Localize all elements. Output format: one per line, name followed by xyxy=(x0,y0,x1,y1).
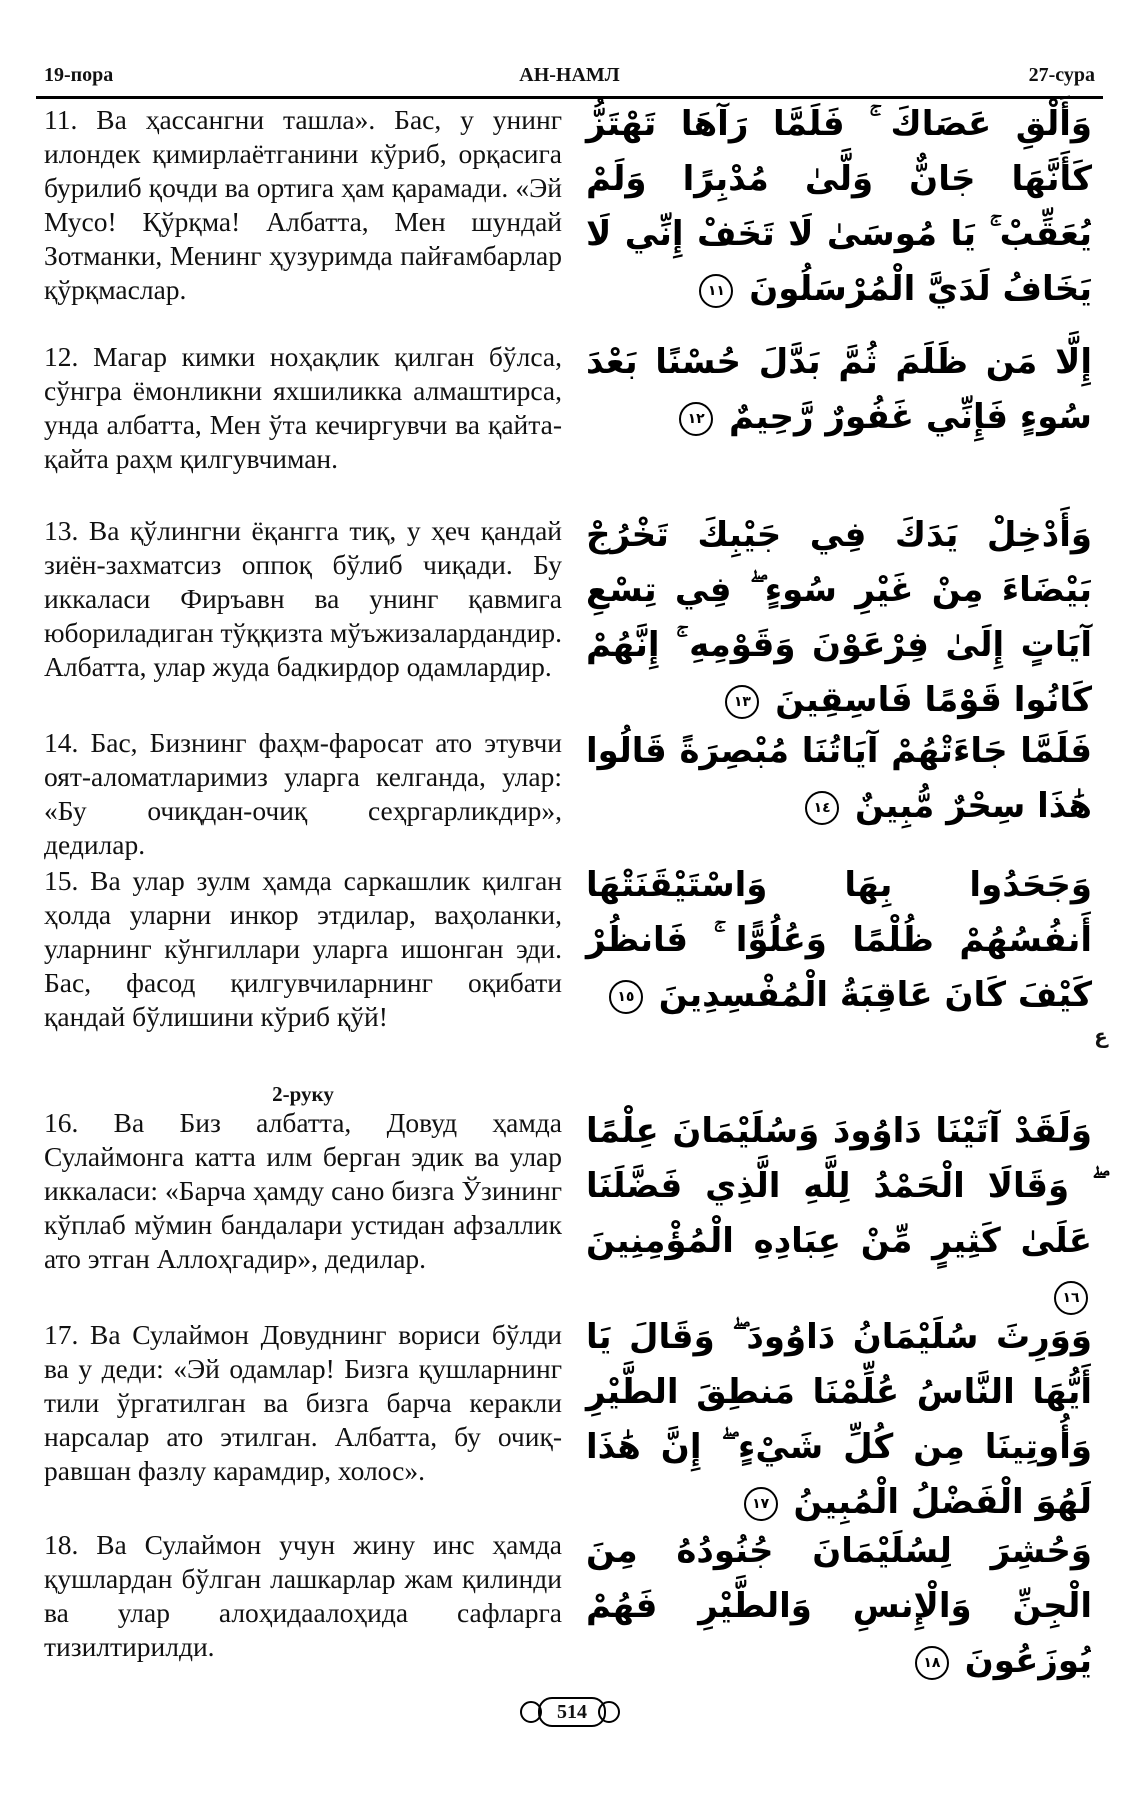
arabic-text: فَلَمَّا جَاءَتْهُمْ آيَاتُنَا مُبْصِرَةً قَالُوا هَٰذَا سِحْرٌ مُّبِينٌ xyxy=(586,731,1092,826)
arabic-verse-16 xyxy=(586,1104,1092,1324)
translation-verse-13 xyxy=(44,514,562,684)
ruku-heading: 2-руку xyxy=(272,1082,334,1106)
page-header xyxy=(36,58,1103,98)
translation-text: 12. Магар кимки ноҳақлик қилган бўлса, сўнгра ёмонликни яхшиликка алмаштирса, унда албатта, Мен ўта кечиргувчи ва қайта-қайта раҳм қилгувчиман. xyxy=(44,341,562,474)
juz-label: 19-пора xyxy=(44,64,114,86)
arabic-text: وَجَحَدُوا بِهَا وَاسْتَيْقَنَتْهَا أَنفُسُهُمْ ظُلْمًا وَعُلُوًّا ۚ فَانظُرْ كَيْفَ كَانَ عَاقِبَةُ الْمُفْسِدِينَ xyxy=(586,865,1092,1015)
translation-text: 14. Бас, Бизнинг фаҳм-фаросат ато этувчи оят-аломатларимиз уларга келганда, улар: «Бу очиқдан-очиқ сеҳргарликдир», дедилар. xyxy=(44,727,562,860)
translation-text: 17. Ва Сулаймон Довуднинг вориси бўлди ва у деди: «Эй одамлар! Бизга қушларнинг тили ўргатилган ва бизга барча керакли нарсалар ато этилган. Албатта, бу очиқ-равшан фазлу карамдир, холос». xyxy=(44,1319,562,1486)
arabic-verse-18 xyxy=(586,1524,1092,1689)
ayah-number-marker: ١٧ xyxy=(744,1487,778,1521)
ruku-marker: ع xyxy=(1094,1024,1108,1048)
ayah-number-marker: ١٥ xyxy=(609,980,643,1014)
arabic-text: وَحُشِرَ لِسُلَيْمَانَ جُنُودُهُ مِنَ الْجِنِّ وَالْإِنسِ وَالطَّيْرِ فَهُمْ يُوزَعُونَ xyxy=(586,1531,1092,1681)
translation-verse-15 xyxy=(44,864,562,1034)
surah-number-label: 27-сура xyxy=(1028,64,1095,86)
arabic-verse-13 xyxy=(586,508,1092,728)
arabic-text: إِلَّا مَن ظَلَمَ ثُمَّ بَدَّلَ حُسْنًا بَعْدَ سُوءٍ فَإِنِّي غَفُورٌ رَّحِيمٌ xyxy=(586,342,1092,437)
arabic-verse-12 xyxy=(586,335,1092,445)
translation-text: 18. Ва Сулаймон учун жину инс ҳамда қушлардан бўлган лашкарлар жам қилинди ва улар алоҳидаалоҳида сафларга тизилтирилди. xyxy=(44,1529,562,1662)
arabic-verse-17 xyxy=(586,1310,1092,1530)
ayah-number-marker: ١٤ xyxy=(805,791,839,825)
arabic-text: وَأَلْقِ عَصَاكَ ۚ فَلَمَّا رَآهَا تَهْتَزُّ كَأَنَّهَا جَانٌّ وَلَّىٰ مُدْبِرًا وَلَمْ يُعَقِّبْ ۚ يَا مُوسَىٰ لَا تَخَفْ إِنِّي لَا يَخَافُ لَدَيَّ الْمُرْسَلُونَ xyxy=(586,104,1092,309)
surah-title: АН-НАМЛ xyxy=(519,64,620,86)
translation-verse-18 xyxy=(44,1528,562,1664)
ayah-number-marker: ١٨ xyxy=(915,1646,949,1680)
ayah-number-marker: ١٦ xyxy=(1054,1281,1088,1315)
arabic-verse-14 xyxy=(586,724,1092,834)
ayah-number-marker: ١١ xyxy=(699,274,733,308)
arabic-text: وَأَدْخِلْ يَدَكَ فِي جَيْبِكَ تَخْرُجْ بَيْضَاءَ مِنْ غَيْرِ سُوءٍ ۖ فِي تِسْعِ آيَاتٍ إِلَىٰ فِرْعَوْنَ وَقَوْمِهِ ۚ إِنَّهُمْ كَانُوا قَوْمًا فَاسِقِينَ xyxy=(586,515,1092,720)
arabic-text: وَلَقَدْ آتَيْنَا دَاوُودَ وَسُلَيْمَانَ عِلْمًا ۖ وَقَالَا الْحَمْدُ لِلَّهِ الَّذِي فَضَّلَنَا عَلَىٰ كَثِيرٍ مِّنْ عِبَادِهِ الْمُؤْمِنِينَ xyxy=(586,1111,1092,1261)
ayah-number-marker: ١٢ xyxy=(679,402,713,436)
ornament-curl-icon xyxy=(598,1701,620,1723)
arabic-verse-11 xyxy=(586,97,1092,317)
page-number-ornament xyxy=(520,1695,620,1727)
translation-verse-12 xyxy=(44,340,562,476)
translation-verse-16 xyxy=(44,1106,562,1276)
translation-verse-11 xyxy=(44,103,562,307)
arabic-verse-15 xyxy=(586,858,1092,1023)
translation-verse-17 xyxy=(44,1318,562,1488)
translation-text: 13. Ва қўлингни ёқангга тиқ, у ҳеч қандай зиён-захматсиз оппоқ бўлиб чиқади. Бу иккаласи Фиръавн ва унинг қавмига юбориладиган тўққизта мўъжизалардандир. Албатта, улар жуда бадкирдор одамлардир. xyxy=(44,515,562,682)
arabic-text: وَوَرِثَ سُلَيْمَانُ دَاوُودَ ۖ وَقَالَ يَا أَيُّهَا النَّاسُ عُلِّمْنَا مَنطِقَ الطَّيْرِ وَأُوتِينَا مِن كُلِّ شَيْءٍ ۖ إِنَّ هَٰذَا لَهُوَ الْفَضْلُ الْمُبِينُ xyxy=(586,1317,1092,1522)
translation-verse-14 xyxy=(44,726,562,862)
translation-text: 16. Ва Биз албатта, Довуд ҳамда Сулаймонга катта илм берган эдик ва улар иккаласи: «Барча ҳамду сано бизга Ўзининг кўплаб мўмин бандалари устидан афзаллик ато этган Аллоҳгадир», дедилар. xyxy=(44,1107,562,1274)
page-number: 514 xyxy=(538,1697,606,1727)
ayah-number-marker: ١٣ xyxy=(725,685,759,719)
translation-text: 11. Ва ҳассангни ташла». Бас, у унинг илондек қимирлаётганини кўриб, орқасига бурилиб қочди ва ортига ҳам қарамади. «Эй Мусо! Қўрқма! Албатта, Мен шундай Зотманки, Менинг ҳузуримда пайғамбарлар қўрқмаслар. xyxy=(44,104,562,305)
translation-text: 15. Ва улар зулм ҳамда саркашлик қилган ҳолда уларни инкор этдилар, ваҳоланки, уларнинг кўнгиллари уларга ишонган эди. Бас, фасод қилгувчиларнинг оқибати қандай бўлишини кўриб қўй! xyxy=(44,865,562,1032)
